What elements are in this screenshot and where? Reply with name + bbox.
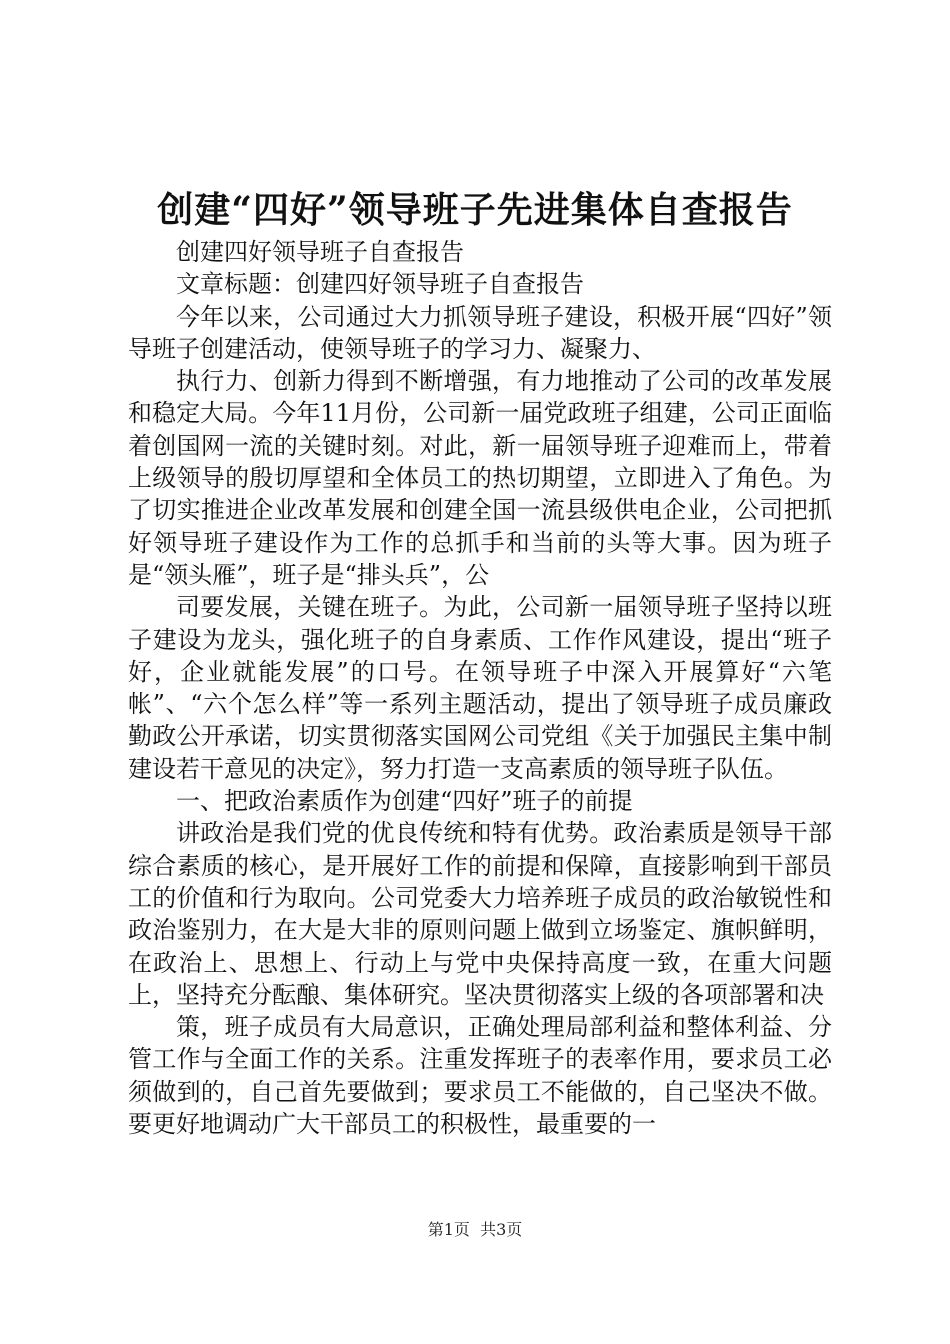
page-total: 共3页 [480,1220,523,1239]
paragraph-intro: 今年以来，公司通过大力抓领导班子建设，积极开展“四好”领导班子创建活动，使领导班子的学习力、凝聚力、 [128,302,832,363]
document-title: 创建“四好”领导班子先进集体自查报告 [157,189,793,231]
paragraph-body: 讲政治是我们党的优良传统和特有优势。政治素质是领导干部综合素质的核心，是开展好工作的前提和保障，直接影响到干部员工的价值和行为取向。公司党委大力培养班子成员的政治敏锐性和政治鉴别力，在大是大非的原则问题上做到立场鉴定、旗帜鲜明，在政治上、思想上、行动上与党中央保持高度一致，在重大问题上，坚持充分酝酿、集体研究。坚决贯彻落实上级的各项部署和决 [128,819,832,1009]
paragraph-body: 策，班子成员有大局意识，正确处理局部利益和整体利益、分管工作与全面工作的关系。注重发挥班子的表率作用，要求员工必须做到的，自己首先要做到；要求员工不能做的，自己坚决不做。要更好地调动广大干部员工的积极性，最重要的一 [128,1013,832,1139]
page-number: 第1页 [427,1220,470,1239]
paragraph-article-title: 文章标题：创建四好领导班子自查报告 [176,270,584,299]
paragraph-body: 司要发展，关键在班子。为此，公司新一届领导班子坚持以班子建设为龙头，强化班子的自身素质、工作作风建设，提出“班子好，企业就能发展”的口号。在领导班子中深入开展算好“六笔帐”、“六个怎么样”等一系列主题活动，提出了领导班子成员廉政勤政公开承诺，切实贯彻落实国网公司党组《关于加强民主集中制建设若干意见的决定》，努力打造一支高素质的领导班子队伍。 [128,593,832,783]
paragraph-body: 执行力、创新力得到不断增强，有力地推动了公司的改革发展和稳定大局。今年11月份，公司新一届党政班子组建，公司正面临着创国网一流的关键时刻。对此，新一届领导班子迎难而上，带着上级领导的殷切厚望和全体员工的热切期望，立即进入了角色。为了切实推进企业改革发展和创建全国一流县级供电企业，公司把抓好领导班子建设作为工作的总抓手和当前的头等大事。因为班子是“领头雁”，班子是“排头兵”，公 [128,367,832,589]
section-heading: 一、把政治素质作为创建“四好”班子的前提 [176,787,633,816]
page-footer [0,1218,950,1242]
document-body [128,236,832,1140]
paragraph-subtitle: 创建四好领导班子自查报告 [176,238,464,266]
